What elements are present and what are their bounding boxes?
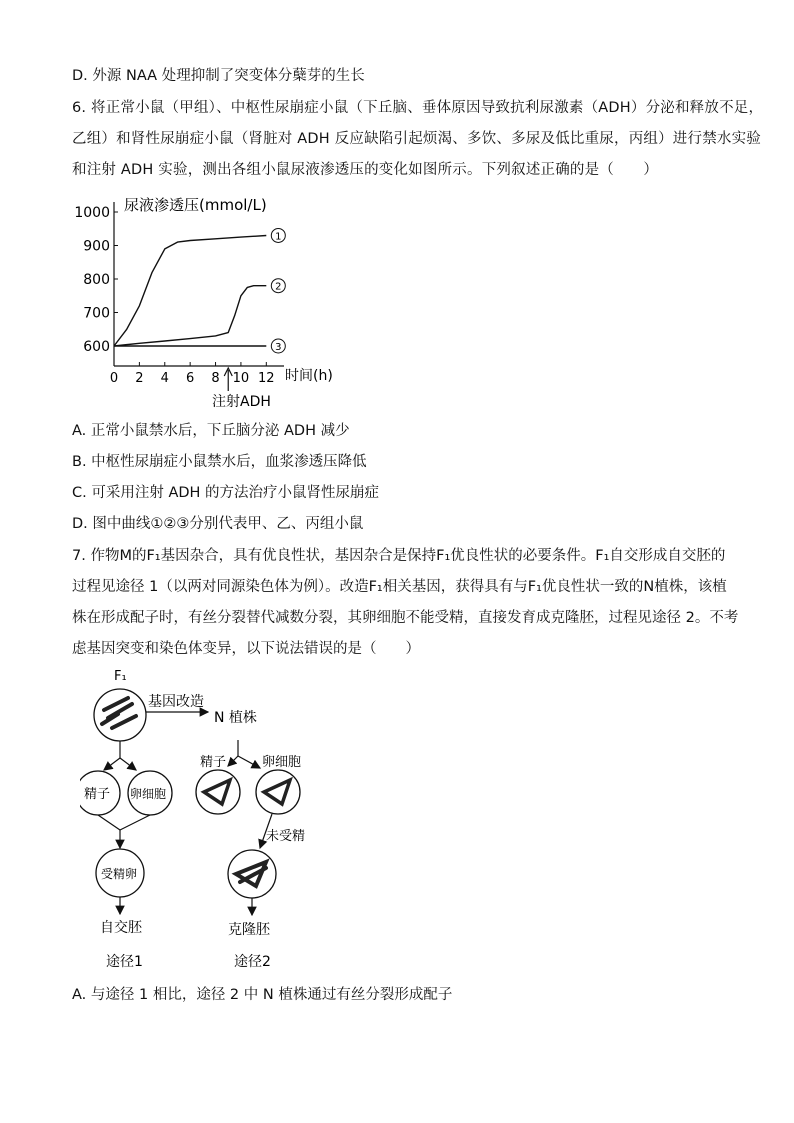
question-6-line-1: 6. 将正常小鼠（甲组）、中枢性尿崩症小鼠（下丘脑、垂体原因导致抗利尿激素（ADH）分泌和释放不足， — [72, 100, 764, 116]
f1-label: F₁ — [114, 669, 127, 684]
p1-to-sperm — [104, 758, 120, 770]
chart-xlabel: 时间(h) — [285, 368, 333, 384]
option-d-q5: D. 外源 NAA 处理抑制了突变体分蘖芽的生长 — [72, 68, 365, 84]
chart-y-tick-label: 900 — [83, 238, 110, 255]
sperm2-chromosomes — [204, 780, 230, 804]
chart-series-label-1: 1 — [275, 231, 282, 243]
egg2-label: 卵细胞 — [262, 755, 302, 770]
option-a[interactable]: A. 正常小鼠禁水后，下丘脑分泌 ADH 减少 — [72, 423, 350, 439]
chart-y-tick-label: 600 — [83, 339, 110, 355]
urine-osmolality-chart — [64, 194, 354, 416]
p1-join-left — [98, 815, 120, 830]
chart-series-label-3: 3 — [275, 342, 282, 353]
reproduction-pathway-diagram — [80, 668, 340, 978]
question-7-line-3: 株在形成配子时，有丝分裂替代减数分裂，其卵细胞不能受精，直接发育成克隆胚，过程见途径 2。不考 — [72, 610, 739, 626]
chart-x-tick-label: 0 — [109, 371, 119, 386]
question-7-line-1: 7. 作物M的F₁基因杂合，具有优良性状，基因杂合是保持F₁优良性状的必要条件。F₁自交形成自交胚的 — [72, 548, 726, 564]
zygote-label: 受精卵 — [101, 867, 138, 881]
question-6-line-2: 乙组）和肾性尿崩症小鼠（肾脏对 ADH 反应缺陷引起烦渴、多饮、多尿及低比重尿，丙组）进行禁水实验 — [72, 131, 762, 147]
option-d[interactable]: D. 图中曲线①②③分别代表甲、乙、丙组小鼠 — [72, 516, 364, 532]
diagram-svg — [80, 668, 340, 978]
f1-chromosomes — [102, 698, 136, 728]
sperm2-label: 精子 — [200, 755, 227, 770]
sperm-label: 精子 — [84, 787, 111, 802]
path2-label: 途径2 — [234, 954, 271, 970]
selfed-embryo-label: 自交胚 — [100, 920, 142, 936]
path1-label: 途径1 — [106, 954, 143, 970]
chart-series-line-2 — [114, 286, 266, 346]
p2-to-egg — [238, 756, 260, 768]
chart-y-tick-label: 800 — [83, 272, 110, 288]
chart-series-line-1 — [114, 236, 266, 347]
option-c[interactable]: C. 可采用注射 ADH 的方法治疗小鼠肾性尿崩症 — [72, 485, 380, 501]
egg2-chromosomes — [264, 780, 290, 804]
clone-chromosomes — [236, 862, 266, 886]
clone-embryo-label: 克隆胚 — [228, 922, 270, 938]
chart-ylabel: 尿液渗透压(mmol/L) — [124, 196, 267, 214]
option-b[interactable]: B. 中枢性尿崩症小鼠禁水后，血浆渗透压降低 — [72, 454, 367, 470]
chart-x-tick-label: 8 — [211, 371, 220, 386]
question-6-line-3: 和注射 ADH 实验，测出各组小鼠尿液渗透压的变化如图所示。下列叙述正确的是（ ） — [72, 162, 659, 178]
chart-series-label-2: 2 — [275, 281, 282, 293]
chart-x-tick-label: 4 — [160, 371, 169, 386]
chart-x-tick-label: 6 — [186, 371, 195, 386]
p1-to-egg — [120, 758, 136, 770]
chart-y-tick-label: 1000 — [74, 205, 110, 221]
unfertilized-label: 未受精 — [266, 829, 306, 844]
question-7-option-a[interactable]: A. 与途径 1 相比，途径 2 中 N 植株通过有丝分裂形成配子 — [72, 987, 453, 1003]
chart-x-tick-label: 10 — [232, 371, 250, 386]
p2-to-sperm — [228, 756, 238, 766]
p1-join-right — [120, 815, 150, 830]
f1-cell — [94, 689, 146, 741]
gene-mod-label: 基因改造 — [148, 694, 204, 710]
egg-label: 卵细胞 — [130, 787, 167, 801]
chart-svg — [64, 194, 354, 416]
question-7-line-2: 过程见途径 1（以两对同源染色体为例）。改造F₁相关基因，获得具有与F₁优良性状一致的N植株，该植 — [72, 579, 727, 595]
chart-y-tick-label: 700 — [83, 305, 110, 322]
chart-x-tick-label: 2 — [135, 371, 144, 386]
chart-x-tick-label: 12 — [258, 371, 275, 386]
question-7-line-4: 虑基因突变和染色体变异，以下说法错误的是（ ） — [72, 641, 420, 657]
n-plant-label: N 植株 — [214, 710, 257, 726]
chart-annotation: 注射ADH — [212, 394, 271, 410]
